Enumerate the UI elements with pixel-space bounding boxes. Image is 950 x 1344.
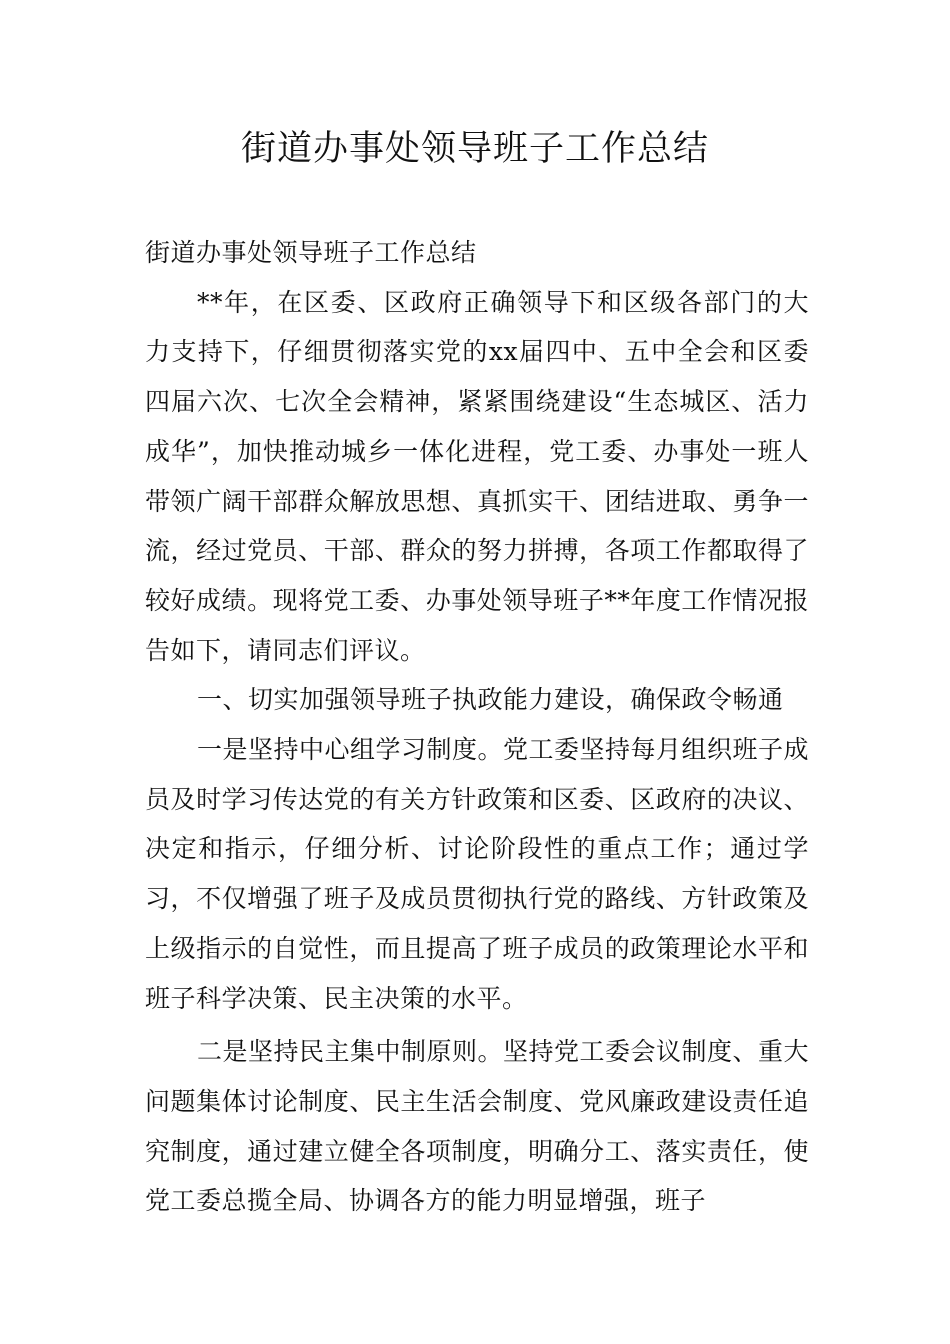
document-subtitle: 街道办事处领导班子工作总结: [145, 238, 477, 267]
document-body: [145, 228, 809, 1226]
section-heading-1: 一、切实加强领导班子执政能力建设，确保政令畅通: [197, 685, 784, 715]
document-title: 街道办事处领导班子工作总结: [240, 129, 709, 169]
paragraph-study-system: 一是坚持中心组学习制度。党工委坚持每月组织班子成员及时学习传达党的有关方针政策和区委、区政府的决议、决定和指示，仔细分析、讨论阶段性的重点工作；通过学习，不仅增强了班子及成员贯彻执行党的路线、方针政策及上级指示的自觉性，而且提高了班子成员的政策理论水平和班子科学决策、民主决策的水平。: [145, 735, 810, 1013]
paragraph-intro: **年，在区委、区政府正确领导下和区级各部门的大力支持下，仔细贯彻落实党的xx届四中、五中全会和区委四届六次、七次全会精神，紧紧围绕建设“生态城区、活力成华”，加快推动城乡一体化进程，党工委、办事处一班人带领广阔干部群众解放思想、真抓实干、团结进取、勇争一流，经过党员、干部、群众的努力拼搏，各项工作都取得了较好成绩。现将党工委、办事处领导班子**年度工作情况报告如下，请同志们评议。: [145, 287, 809, 665]
paragraph-democratic-centralism: 二是坚持民主集中制原则。坚持党工委会议制度、重大问题集体讨论制度、民主生活会制度、党风廉政建设责任追究制度，通过建立健全各项制度，明确分工、落实责任，使党工委总揽全局、协调各方的能力明显增强，班子: [145, 1037, 810, 1216]
